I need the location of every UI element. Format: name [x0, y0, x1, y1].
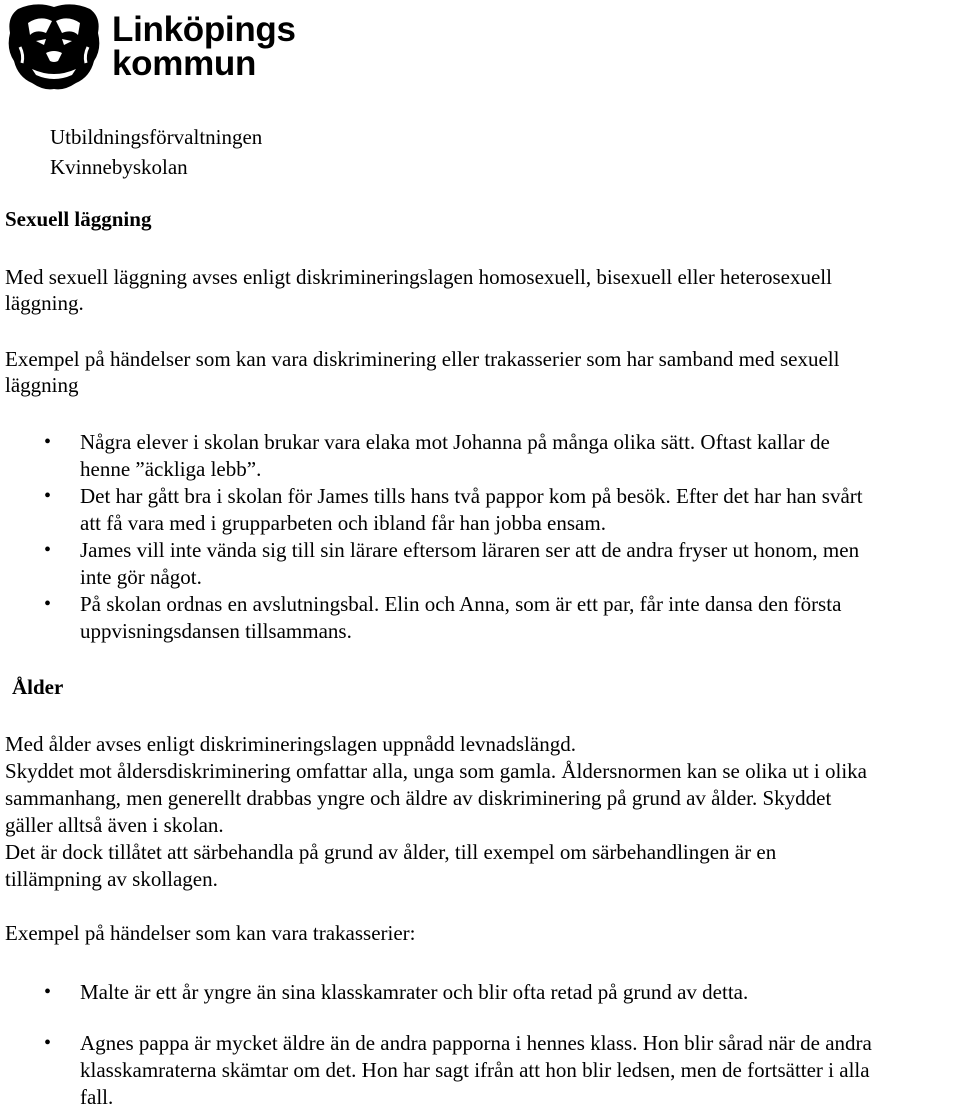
list-item-text: att få vara med i grupparbeten och ibland får han jobba ensam. — [80, 511, 606, 535]
heading-alder: Ålder — [12, 675, 64, 699]
body-line: Det är dock tillåtet att särbehandla på grund av ålder, till exempel om särbehandlingen är en — [5, 840, 777, 864]
logo-wordmark — [112, 10, 296, 83]
list-item-text: uppvisningsdansen tillsammans. — [80, 619, 352, 643]
example-intro-line: läggning — [5, 373, 79, 397]
body-line: Med ålder avses enligt diskrimineringslagen uppnådd levnadslängd. — [5, 732, 576, 756]
list-item — [44, 1030, 956, 1111]
list-item — [44, 979, 956, 1006]
list-item-text: klasskamraterna skämtar om det. Hon har sagt ifrån att hon blir ledsen, men de fortsätter i alla — [80, 1058, 870, 1082]
example-intro-line: Exempel på händelser som kan vara trakasserier: — [5, 921, 416, 945]
list-item — [44, 591, 956, 645]
list-item-text: På skolan ordnas en avslutningsbal. Elin och Anna, som är ett par, får inte dansa den första — [80, 592, 842, 616]
bullet-list-sexuell-laggning — [44, 429, 956, 645]
body-line: gäller alltså även i skolan. — [5, 813, 224, 837]
list-item — [44, 429, 956, 483]
list-item-text: henne ”äckliga lebb”. — [80, 457, 262, 481]
list-item-text: James vill inte vända sig till sin lärare eftersom läraren ser att de andra fryser ut honom, men — [80, 538, 860, 562]
body-line: sammanhang, men generellt drabbas yngre och äldre av diskriminering på grund av ålder. Skyddet — [5, 786, 832, 810]
example-intro-line: Exempel på händelser som kan vara diskriminering eller trakasserier som har samband med sexuell — [5, 347, 840, 371]
list-item — [44, 483, 956, 537]
list-item-text: Malte är ett år yngre än sina klasskamrater och blir ofta retad på grund av detta. — [80, 980, 749, 1004]
school-name: Kvinnebyskolan — [50, 155, 188, 179]
list-item-text: Det har gått bra i skolan för James tills hans två pappor kom på besök. Efter det har han svårt — [80, 484, 863, 508]
list-item-text: inte gör något. — [80, 565, 202, 589]
list-item-text: Agnes pappa är mycket äldre än de andra papporna i hennes klass. Hon blir sårad när de andra — [80, 1031, 872, 1055]
definition-line: Med sexuell läggning avses enligt diskrimineringslagen homosexuell, bisexuell eller heterosexuell — [5, 265, 832, 289]
bullet-list-alder — [44, 1030, 956, 1111]
list-item — [44, 537, 956, 591]
bullet-list-alder — [44, 979, 956, 1006]
body-line: tillämpning av skollagen. — [5, 867, 218, 891]
list-item-text: fall. — [80, 1085, 114, 1109]
heading-sexuell-laggning: Sexuell läggning — [5, 207, 152, 231]
logo-line-1: Linköpings — [112, 10, 296, 49]
lion-head-icon — [6, 3, 102, 91]
definition-line: läggning. — [5, 291, 84, 315]
logo-line-2: kommun — [112, 44, 257, 83]
body-line: Skyddet mot åldersdiskriminering omfattar alla, unga som gamla. Åldersnormen kan se olika ut i olika — [5, 759, 867, 783]
department-name: Utbildningsförvaltningen — [50, 125, 263, 149]
list-item-text: Några elever i skolan brukar vara elaka mot Johanna på många olika sätt. Oftast kallar de — [80, 430, 830, 454]
linkopings-kommun-logo — [6, 3, 316, 91]
